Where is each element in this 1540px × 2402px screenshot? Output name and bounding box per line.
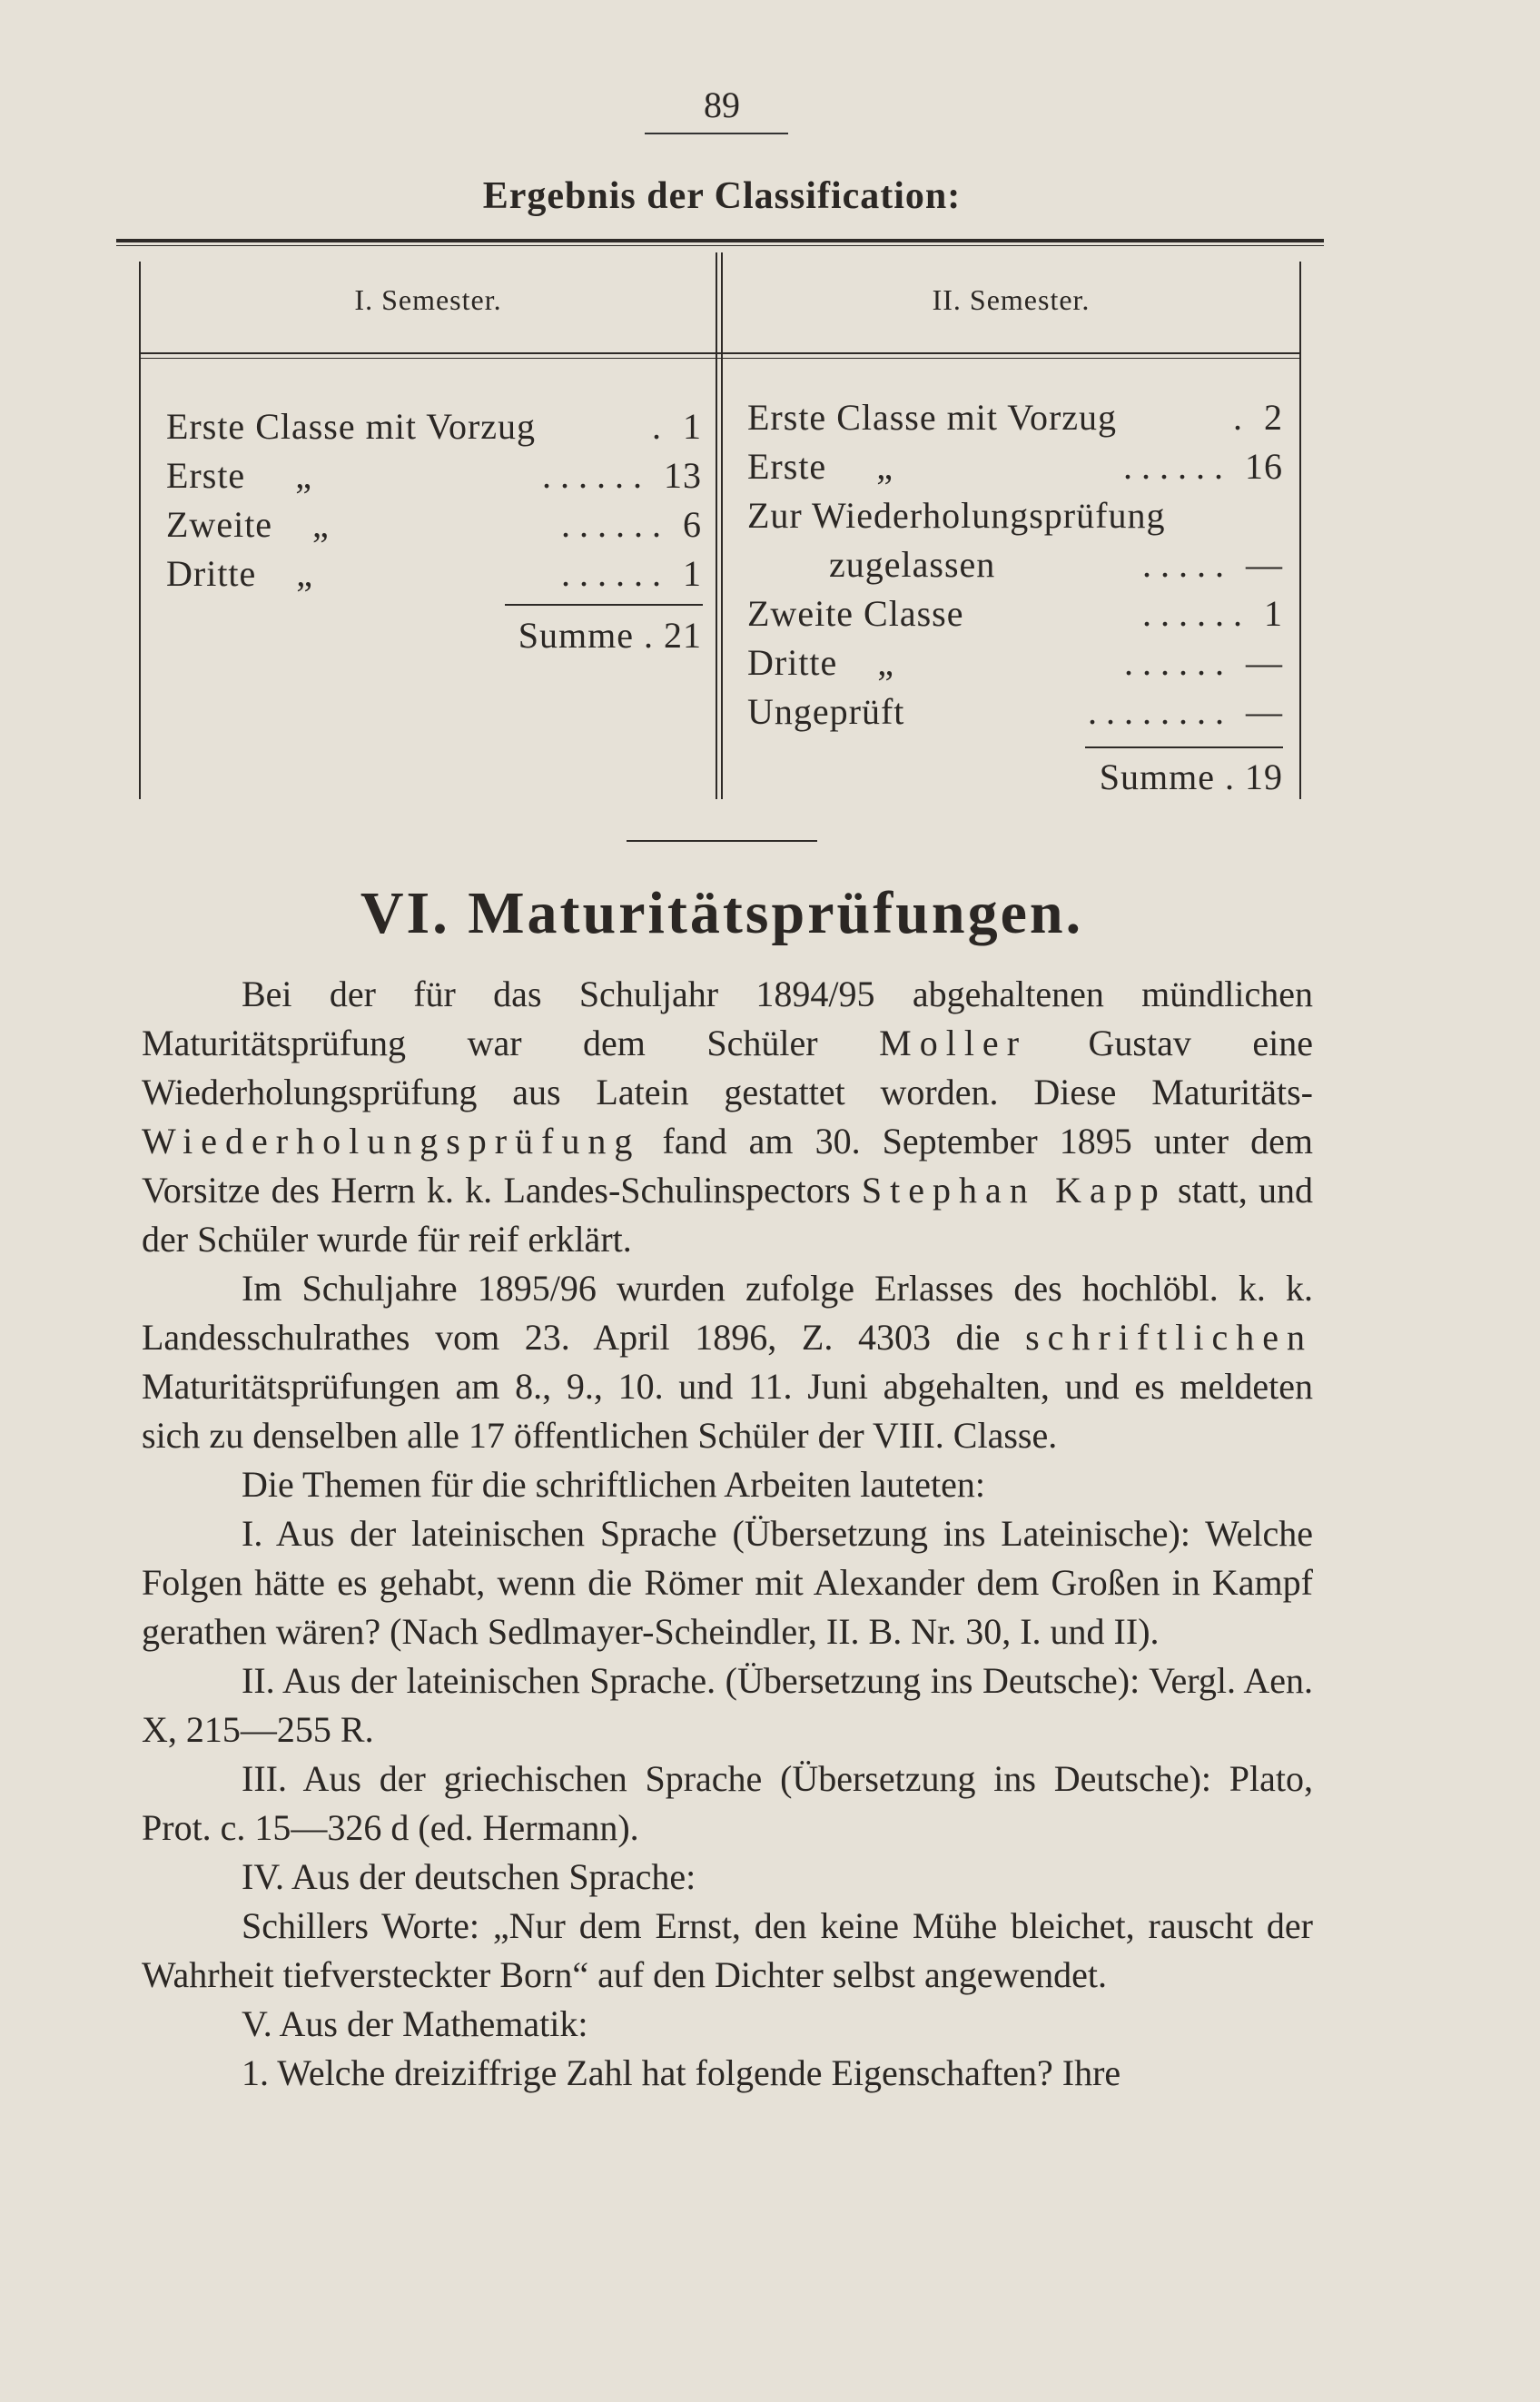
table-center-divider-2 <box>721 252 723 799</box>
paragraph: Bei der für das Schuljahr 1894/95 abgehaltenen mündlichen Maturitätsprüfung war dem Schüler Moller Gustav eine Wiederholungsprüfung aus Latein gestattet worden. Diese Maturitäts- Wiederholungsprüfung fand am 30. September 1895 unter dem Vorsitze des Herrn k. k. Landes-Schulinspectors Stephan Kapp statt, und der Schüler wurde für reif erklärt. <box>142 974 1313 1260</box>
table-row: Zur Wiederholungsprüfung <box>747 495 1166 536</box>
table-header-rule-thin <box>141 358 1299 359</box>
paragraph: Die Themen für die schriftlichen Arbeiten lauteten: <box>242 1464 985 1505</box>
table-title: Ergebnis der Classification: <box>482 175 962 217</box>
section-title: VI. Maturitätsprüfungen. <box>360 880 1084 946</box>
semester-1-sum-rule <box>505 604 703 606</box>
table-header-rule <box>141 352 1299 354</box>
body-text <box>142 970 1313 2098</box>
paragraph: II. Aus der lateinischen Sprache. (Übersetzung ins Deutsche): Vergl. Aen. X, 215—255 R. <box>142 1660 1313 1750</box>
table-row: Erste Classe mit Vorzug . 2 <box>747 397 1283 438</box>
semester-1-sum: Summe . 21 <box>518 615 702 656</box>
semester-2-list <box>747 393 1283 736</box>
table-right-border <box>1299 262 1301 799</box>
semester-2-header: II. Semester. <box>932 283 1091 316</box>
paragraph: 1. Welche dreiziffrige Zahl hat folgende Eigenschaften? Ihre <box>242 2052 1121 2093</box>
table-row: Erste Classe mit Vorzug . 1 <box>166 406 702 447</box>
table-row: Dritte „ ...... — <box>747 642 1283 683</box>
table-center-divider-1 <box>716 252 717 799</box>
page-number: 89 <box>704 84 740 125</box>
page-number-underline <box>645 133 788 134</box>
paragraph: V. Aus der Mathematik: <box>242 2003 588 2044</box>
table-row: Ungeprüft ........ — <box>747 691 1283 732</box>
table-row: zugelassen ..... — <box>829 544 1283 585</box>
semester-1-header: I. Semester. <box>354 283 502 316</box>
paragraph: III. Aus der griechischen Sprache (Übersetzung ins Deutsche): Plato, Prot. c. 15—326 d (ed. Hermann). <box>142 1758 1313 1848</box>
section-separator <box>627 840 817 842</box>
table-row: Erste „ ...... 13 <box>166 455 702 496</box>
table-top-rule <box>116 239 1324 242</box>
semester-2-sum: Summe . 19 <box>1099 756 1283 797</box>
paragraph: Schillers Worte: „Nur dem Ernst, den keine Mühe bleichet, rauscht der Wahrheit tiefversteckter Born“ auf den Dichter selbst angewendet. <box>142 1905 1313 1995</box>
table-top-rule-thin <box>116 245 1324 246</box>
table-row: Dritte „ ...... 1 <box>166 553 702 594</box>
table-row: Erste „ ...... 16 <box>747 446 1283 487</box>
table-row: Zweite Classe ...... 1 <box>747 593 1283 634</box>
paragraph: Im Schuljahre 1895/96 wurden zufolge Erlasses des hochlöbl. k. k. Landesschulrathes vom 23. April 1896, Z. 4303 die schriftlichen Maturitätsprüfungen am 8., 9., 10. und 11. Juni abgehalten, und es meldeten sich zu denselben alle 17 öffentlichen Schüler der VIII. Classe. <box>142 1268 1313 1456</box>
table-row: Zweite „ ...... 6 <box>166 504 702 545</box>
semester-1-list <box>166 402 702 598</box>
paragraph: IV. Aus der deutschen Sprache: <box>242 1856 696 1897</box>
semester-2-sum-rule <box>1085 746 1283 748</box>
paragraph: I. Aus der lateinischen Sprache (Übersetzung ins Lateinische): Welche Folgen hätte es gehabt, wenn die Römer mit Alexander dem Großen in Kampf gerathen wären? (Nach Sedlmayer-Scheindler, II. B. Nr. 30, I. und II). <box>142 1513 1313 1652</box>
table-left-border <box>139 262 141 799</box>
